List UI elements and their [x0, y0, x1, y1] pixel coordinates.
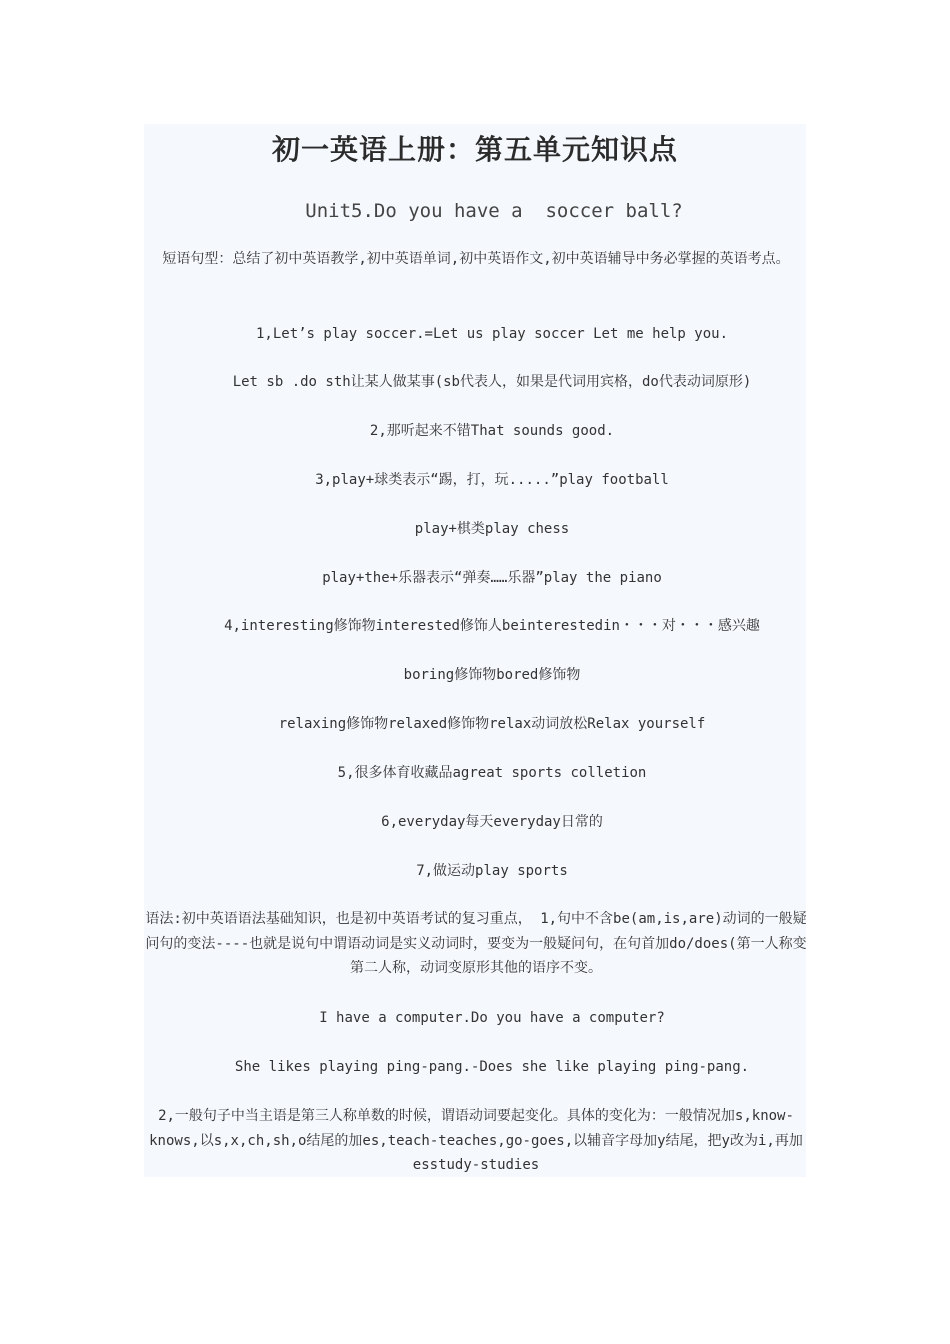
text-line: 4,interesting修饰物interested修饰人beinterestedin・・・对・・・感兴趣	[224, 618, 760, 634]
text-line: relaxing修饰物relaxed修饰物relax动词放松Relax yourself	[278, 716, 706, 732]
text-line: 7,做运动play sports	[416, 863, 568, 879]
example-line: I have a computer.Do you have a computer?	[319, 1010, 665, 1026]
grammar-paragraph: 语法:初中英语语法基础知识，也是初中英语考试的复习重点， 1,句中不含be(am,is,are)动词的一般疑问句的变法----也就是说句中谓语动词是实义动词时，要变为一般疑问句，在句首加do/does(第一人称变第二人称，动词变原形其他的语序不变。	[145, 911, 807, 976]
text-line: 2,那听起来不错That sounds good.	[369, 423, 615, 439]
intro-paragraph: 短语句型：总结了初中英语教学,初中英语单词,初中英语作文,初中英语辅导中务必掌握的英语考点。	[162, 251, 790, 267]
text-line: play+the+乐器表示“弹奏……乐器”play the piano	[322, 570, 662, 586]
text-line: boring修饰物bored修饰物	[403, 667, 581, 683]
text-line: 3,play+球类表示“踢，打，玩.....”play football	[315, 472, 669, 488]
unit-subtitle: Unit5.Do you have a soccer ball?	[305, 200, 683, 222]
rule-paragraph: 2,一般句子中当主语是第三人称单数的时候，谓语动词要起变化。具体的变化为：一般情况加s,know-knows,以s,x,ch,sh,o结尾的加es,teach-teaches,go-goes,以辅音字母加y结尾，把y改为i,再加esstudy-studies	[149, 1108, 803, 1173]
text-line: 1,Let’s play soccer.=Let us play soccer Let me help you.	[255, 326, 728, 342]
text-line: play+棋类play chess	[414, 521, 570, 537]
example-line: She likes playing ping-pang.-Does she like playing ping-pang.	[234, 1059, 750, 1075]
text-line: Let sb .do sth让某人做某事(sb代表人，如果是代词用宾格，do代表动词原形)	[232, 374, 752, 390]
text-line: 6,everyday每天everyday日常的	[381, 814, 603, 830]
text-line: 5,很多体育收藏品agreat sports colletion	[337, 765, 647, 781]
page-title: 初一英语上册：第五单元知识点	[271, 133, 678, 166]
